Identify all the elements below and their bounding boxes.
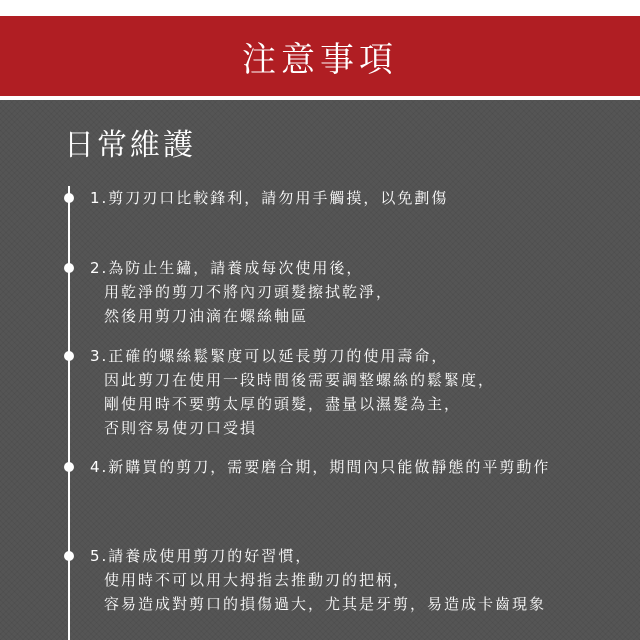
item-text <box>90 455 550 479</box>
item-line: 3.正確的螺絲鬆緊度可以延長剪刀的使用壽命， <box>90 347 449 365</box>
page-title: 注意事項 <box>242 39 398 80</box>
item-text <box>90 544 546 616</box>
timeline-dot <box>64 263 74 273</box>
item-line: 2.為防止生鏽，請養成每次使用後， <box>90 259 364 277</box>
item-line: 容易造成對剪口的損傷過大，尤其是牙剪，易造成卡齒現象 <box>104 595 547 613</box>
header-banner <box>0 16 640 96</box>
item-line: 4.新購買的剪刀，需要磨合期，期間內只能做靜態的平剪動作 <box>90 458 551 476</box>
item-text <box>90 344 495 440</box>
item-line: 剛使用時不要剪太厚的頭髮，盡量以濕髮為主， <box>104 395 462 413</box>
item-line: 因此剪刀在使用一段時間後需要調整螺絲的鬆緊度， <box>104 371 496 389</box>
item-text <box>90 256 393 328</box>
timeline-dot <box>64 551 74 561</box>
item-line: 5.請養成使用剪刀的好習慣， <box>90 547 313 565</box>
item-text <box>90 186 448 210</box>
timeline-dot <box>64 462 74 472</box>
header-band <box>0 0 640 100</box>
item-line: 否則容易使刃口受損 <box>104 419 258 437</box>
timeline-dot <box>64 193 74 203</box>
item-line: 1.剪刀刃口比較鋒利，請勿用手觸摸，以免劃傷 <box>90 189 449 207</box>
item-line: 使用時不可以用大拇指去推動刃的把柄， <box>104 571 411 589</box>
timeline-line <box>68 186 70 640</box>
item-line: 用乾淨的剪刀不將內刃頭髮擦拭乾淨， <box>104 283 394 301</box>
section-title: 日常維護 <box>64 128 196 163</box>
item-line: 然後用剪刀油滴在螺絲軸區 <box>104 307 309 325</box>
timeline-dot <box>64 351 74 361</box>
